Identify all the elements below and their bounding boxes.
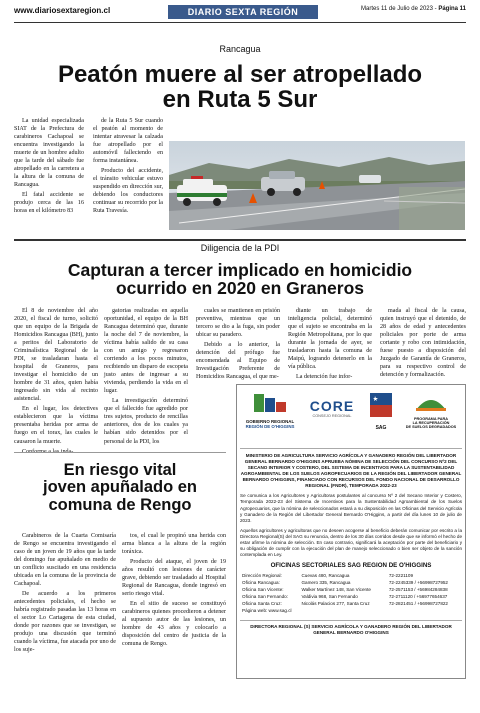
office-name: Dirección Regional: — [242, 573, 282, 578]
article3-headline-line3: comuna de Rengo — [48, 495, 192, 514]
soil-program-icon — [414, 392, 448, 412]
office-address: Walker Martínez 148, San Vicente — [301, 587, 371, 592]
article3-headline-line1: En riesgo vital — [63, 461, 177, 479]
programa-line2: LA RECUPERACIÓN — [412, 421, 450, 425]
site-url[interactable]: www.diariosextaregion.cl — [14, 6, 111, 15]
paragraph: Conforme a las inda- — [22, 448, 74, 455]
section-divider — [14, 239, 466, 241]
paragraph: De acuerdo a los primeros antecedentes policiales, el hecho se habría registrado pasadas las 13 horas en el sector Lo Cartagena de esta ciudad, donde por razones que se investigan, se produjo una discusión que terminó cuando la víctima, fue atacada por uno de los suje- — [14, 591, 116, 654]
paragraph: Producto del ataque, el joven de 19 años resultó con lesiones de carácter grave, debiendo ser trasladado al Hospital Regional de Rancagua, donde ingresó en serio riesgo vital. — [122, 559, 226, 598]
accident-photo — [169, 141, 465, 230]
paragraph: Producto del accidente, el tránsito vehicular estuvo suspendido en dirección sur, debiendo los conductores continuar su recorrido por la Ruta Travesía. — [93, 168, 163, 215]
paragraph: mada al fiscal de la causa, quien instruyó que el detenido, de 28 años de edad y antecedentes policiales por porte de arma cortante y robo con intimidación, fuese puesto a disposición del Juzgado de Garantía de Graneros, para su respectivo control de detención y formalización. — [380, 308, 466, 379]
ad-logo-row — [240, 388, 462, 438]
highway-scene-image — [169, 141, 465, 230]
office-name: Oficina San Vicente: — [242, 587, 284, 592]
office-phone: 72-2245339 / +56998727952 — [388, 580, 448, 585]
article1-column-1 — [14, 117, 84, 217]
article3-top-rule — [14, 452, 226, 453]
office-phone: 72-2711120 / +56977654637 — [388, 594, 448, 599]
table-row — [240, 579, 462, 586]
article1-headline-line1: Peatón muere al ser atropellado — [57, 61, 423, 88]
table-row — [240, 593, 462, 600]
page-header — [0, 0, 480, 40]
core-subtitle: CONSEJO REGIONAL — [312, 414, 352, 418]
gobierno-regional-emblem-icon — [250, 392, 290, 414]
paragraph: diante un trabajo de inteligencia policial, determinó que el sujeto se encontraba en la Región Metropolitana, por lo que durante la jornada de ayer, se trasladaron hasta la comuna de Maipú, logrando detenerlo en la vía pública. — [288, 308, 372, 371]
office-phone: 72-2821451 / +56998727822 — [388, 601, 448, 606]
programa-suelos-logo — [400, 392, 462, 429]
article3-headline — [14, 462, 226, 514]
office-name: Oficina Santa Cruz: — [242, 601, 282, 606]
office-address: Valdivia 968, San Fernando — [301, 594, 358, 599]
notice-heading: MINISTERIO DE AGRICULTURA SERVICIO AGRÍCOLA Y GANADERO REGIÓN DEL LIBERTADOR GENERAL BERNARDO O'HIGGINS APRUEBA NÓMINA DE SELECCIÓN DEL CONCURSO Nº2 DEL SECANO INTERIOR Y COSTERO, DEL SISTEMA DE INCENTIVOS PARA LA SUSTENTABILIDAD AGROAMBIENTAL DE LOS SUELOS AGROPECUARIOS DE LA REGIÓN DEL LIBERTADOR GENERAL BERNARDO O'HIGGINS, FINANCIADO CON RECURSOS DEL FONDO NACIONAL DE DESARROLLO REGIONAL (FNDR), TEMPORADA 2022-23 — [240, 448, 462, 489]
paragraph: tos, el cual le propinó una herida con arma blanca a la altura de la región toráxica. — [122, 533, 226, 556]
sag-public-notice — [236, 384, 466, 679]
office-name: Oficina San Fernando: — [242, 594, 288, 599]
gobierno-regional-logo — [242, 392, 298, 429]
office-phone: 72-2221109 — [388, 573, 414, 578]
article2-headline — [14, 261, 466, 298]
article1-headline — [14, 62, 466, 112]
publication-banner: DIARIO SEXTA REGIÓN — [168, 5, 318, 19]
office-address: Cuevas 480, Rancagua — [301, 573, 350, 578]
article3-column-1 — [14, 532, 116, 656]
article1-kicker: Rancagua — [219, 44, 261, 54]
article2-column-4 — [288, 307, 372, 383]
background-car-icon — [359, 175, 381, 183]
notice-signature: DIRECTORA REGIONAL (S) SERVICIO AGRÍCOLA Y GANADERO REGIÓN DEL LIBERTADOR GENERAL BERNARDO O'HIGGINS — [240, 620, 462, 636]
issue-date — [361, 6, 466, 12]
gobierno-regional-line1: GOBIERNO REGIONAL — [245, 419, 295, 424]
office-phone: 72-2571153 / +56984284838 — [388, 587, 448, 592]
article2-headline-line2: ocurrido en 2020 en Graneros — [115, 278, 364, 299]
article2-headline-line1: Capturan a tercer implicado en homicidio — [67, 260, 413, 280]
article3-column-2 — [122, 532, 226, 650]
paragraph: gatorias realizadas en aquella oportunidad, el equipo de la BH Rancagua determinó que, durante la noche del 7 de noviembre, la víctima había salido de su casa con un amigo y regresaron corriendo a los pocos minutos, recibiendo un disparo de escopeta justo antes de ingresar a su vivienda, perdiendo la vida en el lugar. — [104, 308, 188, 395]
programa-line1: PROGRAMA PARA — [414, 417, 448, 421]
core-name: CORE — [309, 398, 355, 414]
paragraph: La investigación determinó que el fallecido fue agredido por tres sujetos, producto de rencillas anteriores, dos de los cuales ya habían sido detenidos por el personal de la PDI, los — [104, 398, 188, 445]
paragraph: cuales se mantienen en prisión preventiva, mientras que un tercero se dio a la fuga, sin poder ubicar su paradero. — [196, 308, 280, 339]
paragraph: En el sitio de suceso se constituyó carabineros quienes procedieron a detener al supuesto autor de las lesiones, un hombre de 43 años y colocarlo a disposición del centro de justicia de la comuna de Rengo. — [122, 601, 226, 648]
paragraph: El 8 de noviembre del año 2020, el fiscal de turno, solicitó que un equipo de la Brigada de Homicidios Rancagua (BH), junto a peritos del Laboratorio de Criminalística Regional de la PDI, se trasladaran hasta el hospital de Graneros, para investigar el homicidio de un hombre de 31 años, quien había ingresado sin vida al recinto asistencial. — [14, 308, 98, 403]
article3-headline-line2: joven apuñalado en — [42, 478, 198, 497]
issue-date-text: Martes 11 de Julio de 2023 - — [361, 6, 439, 12]
paragraph: En el lugar, los detectives establecieron que la víctima presentaba heridas por arma de fuego en el torax, las cuales le causaron la muerte. — [14, 406, 98, 445]
article2-column-3 — [196, 307, 280, 383]
offices-table — [240, 572, 462, 607]
office-address: Nicolás Palacios 277, Santa Cruz — [301, 601, 370, 606]
article2-column-5 — [380, 307, 466, 381]
table-row — [240, 572, 462, 579]
sag-logo-text: SAG — [375, 425, 387, 431]
notice-paragraph-2: Aquellos agricultores y agricultoras que no deseen acogerse al beneficio deberán comunicar por escrito a la Directora Regional(S) del SAG su renuncia, dentro de los 30 días corridos desde que se informó el hecho de estar afirme la nómina de selección. En caso contrario, significará la aceptación por parte del beneficiario y su obligación de cumplir con la ejecución del plan de manejo seleccionado o bien ser objeto de la sanción contemplada en Ley. — [240, 527, 462, 557]
notice-paragraph-1: Se comunica a los Agricultores y Agricultoras postulantes al concurso Nº 2 del Secano Interior y Costero, Temporada 2022-23 del Sistema de Incentivos para la Sustentabilidad Agroambiental de los Suelos Agropecuarios, que la nómina de seleccionados estará a su disposición en las Oficinas del Servicio Agrícola y Ganadero de la Región del Libertador General Bernardo O'Higgins, a partir del día lunes 10 de julio de 2023. — [240, 493, 462, 523]
paragraph: La detención fue infor- — [296, 374, 353, 381]
office-name: Oficina Rancagua: — [242, 580, 280, 585]
offices-title: OFICINAS SECTORIALES SAG REGION DE O'HIGGINS — [270, 562, 432, 569]
paragraph: El fatal accidente se produjo cerca de las 16 horas en el kilómetro 83 — [14, 192, 84, 215]
article1-column-2 — [93, 117, 163, 217]
article1-headline-line2: en Ruta 5 Sur — [162, 86, 318, 114]
sag-shield-icon — [369, 392, 393, 420]
paragraph: Debido a lo anterior, la detención del prófugo fue encomendada al Equipo de Investigación Preferente de Homicidios Rancagua, el que me- — [196, 342, 280, 381]
article2-column-2 — [104, 307, 188, 448]
sag-website-link[interactable]: Página web: www.sag.cl — [242, 608, 292, 613]
office-address: Gamero 335, Rancagua — [301, 580, 351, 585]
page-number: Página 11 — [438, 6, 466, 12]
gobierno-regional-line2: REGIÓN DE O'HIGGINS — [245, 424, 295, 429]
core-logo — [302, 398, 362, 418]
table-row — [240, 600, 462, 607]
programa-line3: DE SUELOS DEGRADADOS — [405, 425, 457, 429]
article2-column-1 — [14, 307, 98, 458]
table-row — [240, 586, 462, 593]
sag-logo — [366, 392, 396, 431]
paragraph: La unidad especializada SIAT de la Prefectura de carabineros Cachapoal se encuentra investigando la muerte de un hombre adulto que la tarde del sábado fue atropellado en la carretera a la altura de la comuna de Rancagua. — [14, 118, 84, 189]
article2-kicker: Diligencia de la PDI — [200, 243, 280, 253]
paragraph: Carabineros de la Cuarta Comisaría de Rengo se encuentra investigando el caso de un joven de 19 años que la tarde del domingo fue apuñalado en medio de un conflicto suscitado en una residencia ubicada en la comuna de la provincia de Cachapoal. — [14, 533, 116, 588]
paragraph: de la Ruta 5 Sur cuando el peatón al momento de intentar atravesar la calzada fue atropellado por el automóvil falleciendo en forma instantánea. — [93, 118, 163, 165]
header-rule — [14, 22, 466, 23]
